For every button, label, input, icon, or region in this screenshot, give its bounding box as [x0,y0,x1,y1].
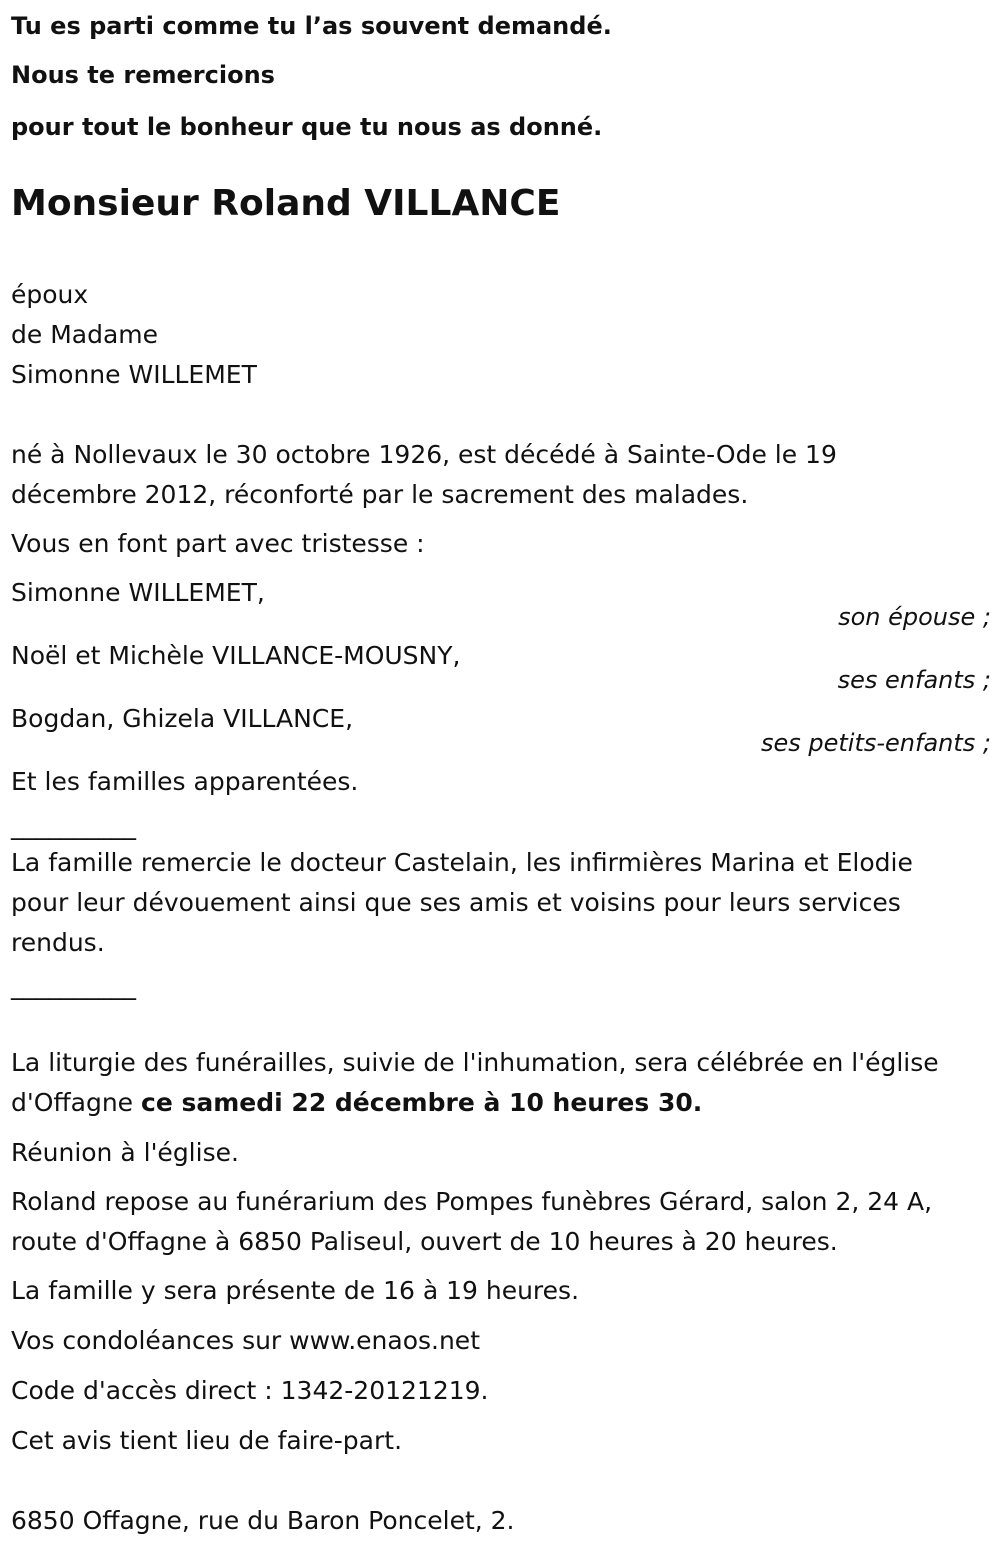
motto-line-2: Nous te remercions [11,61,275,89]
reunion-line: Réunion à l'église. [11,1138,239,1167]
condolences-line: Vos condoléances sur www.enaos.net [11,1326,480,1355]
separator-line: __________ [11,971,136,1000]
access-code-line: Code d'accès direct : 1342-20121219. [11,1376,489,1405]
spouse-line-3: Simonne WILLEMET [11,360,257,389]
thanks-line-3: rendus. [11,928,105,957]
liturgy-line-1: La liturgie des funérailles, suivie de l'inhumation, sera célébrée en l'église [11,1048,939,1077]
deceased-name: Monsieur Roland VILLANCE [11,183,561,224]
families-line: Et les familles apparentées. [11,767,359,796]
family-member-name: Bogdan, Ghizela VILLANCE, [11,704,354,733]
family-member-role: ses petits-enfants ; [760,729,991,757]
motto-line-1: Tu es parti comme tu l’as souvent demandé. [11,12,612,40]
separator-line: __________ [11,811,136,840]
address-line: 6850 Offagne, rue du Baron Poncelet, 2. [11,1506,515,1535]
presence-line: La famille y sera présente de 16 à 19 heures. [11,1276,580,1305]
motto-line-3: pour tout le bonheur que tu nous as donné. [11,113,603,141]
thanks-line-1: La famille remercie le docteur Castelain, les infirmières Marina et Elodie [11,848,913,877]
family-member-name: Noël et Michèle VILLANCE-MOUSNY, [11,641,461,670]
birth-death-line-1: né à Nollevaux le 30 octobre 1926, est décédé à Sainte-Ode le 19 [11,440,837,469]
thanks-line-2: pour leur dévouement ainsi que ses amis et voisins pour leurs services [11,888,901,917]
notice-line: Cet avis tient lieu de faire-part. [11,1426,403,1455]
liturgy-line-2 [11,1090,702,1115]
rest-line-2: route d'Offagne à 6850 Paliseul, ouvert de 10 heures à 20 heures. [11,1227,838,1256]
liturgy-place: d'Offagne [11,1088,142,1117]
family-member-role: ses enfants ; [837,666,991,694]
spouse-line-1: époux [11,280,89,309]
announce-line: Vous en font part avec tristesse : [11,529,425,558]
family-member-name: Simonne WILLEMET, [11,578,265,607]
liturgy-date: ce samedi 22 décembre à 10 heures 30. [141,1088,703,1117]
birth-death-line-2: décembre 2012, réconforté par le sacrement des malades. [11,480,749,509]
spouse-line-2: de Madame [11,320,159,349]
rest-line-1: Roland repose au funérarium des Pompes funèbres Gérard, salon 2, 24 A, [11,1187,933,1216]
family-member-role: son épouse ; [838,603,991,631]
